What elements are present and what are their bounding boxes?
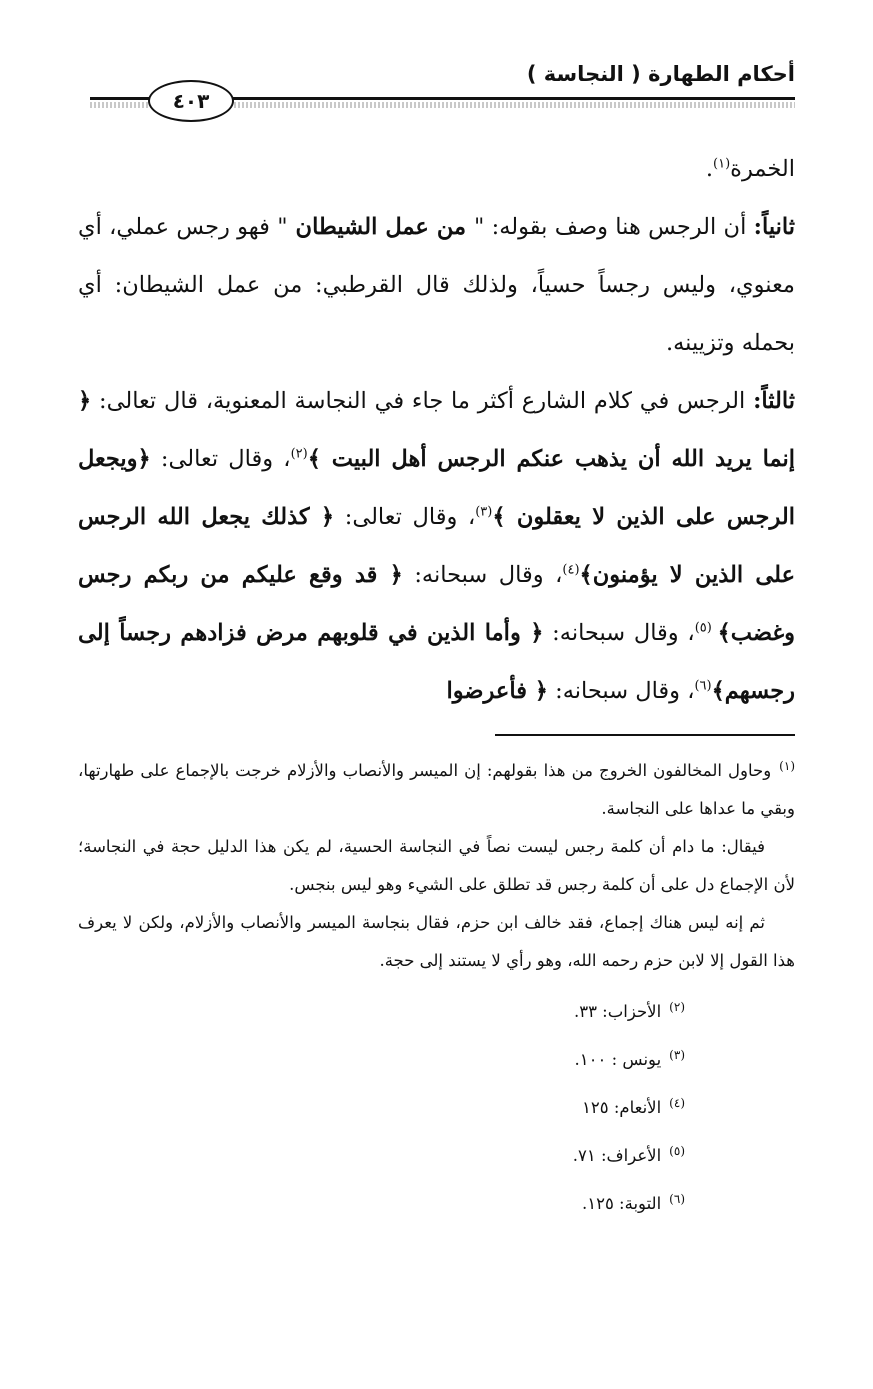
- page-number: ٤٠٣: [172, 89, 210, 113]
- footnote-ref-5: (٥): [694, 620, 718, 636]
- p3-text-d: ، وقال سبحانه:: [402, 562, 563, 588]
- p1-text: الخمرة: [730, 156, 795, 182]
- p2-bold: من عمل الشيطان: [287, 214, 474, 240]
- footnote-1-continued: فيقال: ما دام أن كلمة رجس ليست نصاً في النجاسة الحسية، لم يكن هذا الدليل حجة في النجاسة؛ لأن الإجماع دل على أن كلمة رجس قد تطلق على الشيء وهو ليس بنجس.: [78, 837, 795, 894]
- footnote-ref-3: (٣): [475, 504, 493, 520]
- footnote-ref-2: (٢): [290, 446, 308, 462]
- footnote-separator: [495, 734, 795, 736]
- footnote-1-text: وحاول المخالفون الخروج من هذا بقولهم: إن الميسر والأنصاب والأزلام خرجت بالإجماع على طهارتها، وبقي ما عداها على النجاسة.: [78, 761, 795, 818]
- main-text: [78, 140, 795, 720]
- footnote-ref-6: (٦): [694, 678, 712, 694]
- footnote-ref-4: (٤): [562, 562, 580, 578]
- quran-quote-2: ﴿ويجعل الرجس على الذين لا يعقلون ﴾: [78, 446, 795, 530]
- p3-lead: ثالثاً:: [753, 388, 795, 414]
- reference-text: يونس : ١٠٠.: [574, 1050, 662, 1069]
- reference-item: [78, 988, 685, 1036]
- reference-item: [78, 1084, 685, 1132]
- reference-text: التوبة: ١٢٥.: [581, 1194, 662, 1213]
- p3-text-a: الرجس في كلام الشارع أكثر ما جاء في النجاسة المعنوية، قال تعالى:: [91, 388, 754, 414]
- quran-quote-1: ﴿ إنما يريد الله أن يذهب عنكم الرجس أهل البيت ﴾: [78, 388, 795, 472]
- paragraph-2: [78, 198, 795, 372]
- paragraph-1: [78, 140, 795, 198]
- reference-item: [78, 1180, 685, 1228]
- p2-text-b: " فهو رجس عملي، أي معنوي، وليس رجساً حسياً، ولذلك قال القرطبي: من عمل الشيطان: أي بحمله وتزيينه.: [78, 214, 795, 356]
- footnote-1: [78, 752, 795, 828]
- p3-text-e: ، وقال سبحانه:: [543, 620, 695, 646]
- reference-number: (٤): [669, 1095, 685, 1110]
- running-title: أحكام الطهارة ( النجاسة ): [526, 62, 795, 86]
- quran-quote-5: ﴿ وأما الذين في قلوبهم مرض فزادهم رجساً إلى رجسهم﴾: [78, 620, 795, 704]
- p3-text-f: ، وقال سبحانه:: [547, 678, 695, 704]
- quran-quote-4: ﴿ قد وقع عليكم من ربكم رجس وغضب﴾: [78, 562, 795, 646]
- reference-text: الأحزاب: ٣٣.: [573, 1002, 662, 1021]
- reference-number: (٢): [669, 999, 685, 1014]
- footnote-ref-1: (١): [713, 156, 731, 172]
- reference-list: [78, 988, 795, 1228]
- reference-number: (٣): [669, 1047, 685, 1062]
- p2-text-a: أن الرجس هنا وصف بقوله: ": [474, 214, 754, 240]
- reference-item: [78, 1132, 685, 1180]
- p3-text-b: ، وقال تعالى:: [150, 446, 291, 472]
- footnotes: [78, 752, 795, 1228]
- p1-end: .: [705, 156, 714, 182]
- footnote-1-number: (١): [779, 758, 795, 773]
- quran-quote-6: ﴿ فأعرضوا: [446, 678, 548, 704]
- p3-text-c: ، وقال تعالى:: [334, 504, 476, 530]
- page-number-badge: [148, 80, 234, 122]
- quran-quote-3: ﴿ كذلك يجعل الله الرجس على الذين لا يؤمنون﴾: [78, 504, 795, 588]
- reference-text: الأعراف: ٧١.: [572, 1146, 662, 1165]
- footnote-1-continued-2: ثم إنه ليس هناك إجماع، فقد خالف ابن حزم، فقال بنجاسة الميسر والأنصاب والأزلام، ولكن لا يعرف هذا القول إلا لابن حزم رحمه الله، وهو رأي لا يستند إلى حجة.: [78, 913, 795, 970]
- reference-item: [78, 1036, 685, 1084]
- reference-number: (٥): [669, 1143, 685, 1158]
- paragraph-3: [78, 372, 795, 720]
- p2-lead: ثانياً:: [753, 214, 795, 240]
- reference-text: الأنعام: ١٢٥: [581, 1098, 662, 1117]
- reference-number: (٦): [669, 1191, 685, 1206]
